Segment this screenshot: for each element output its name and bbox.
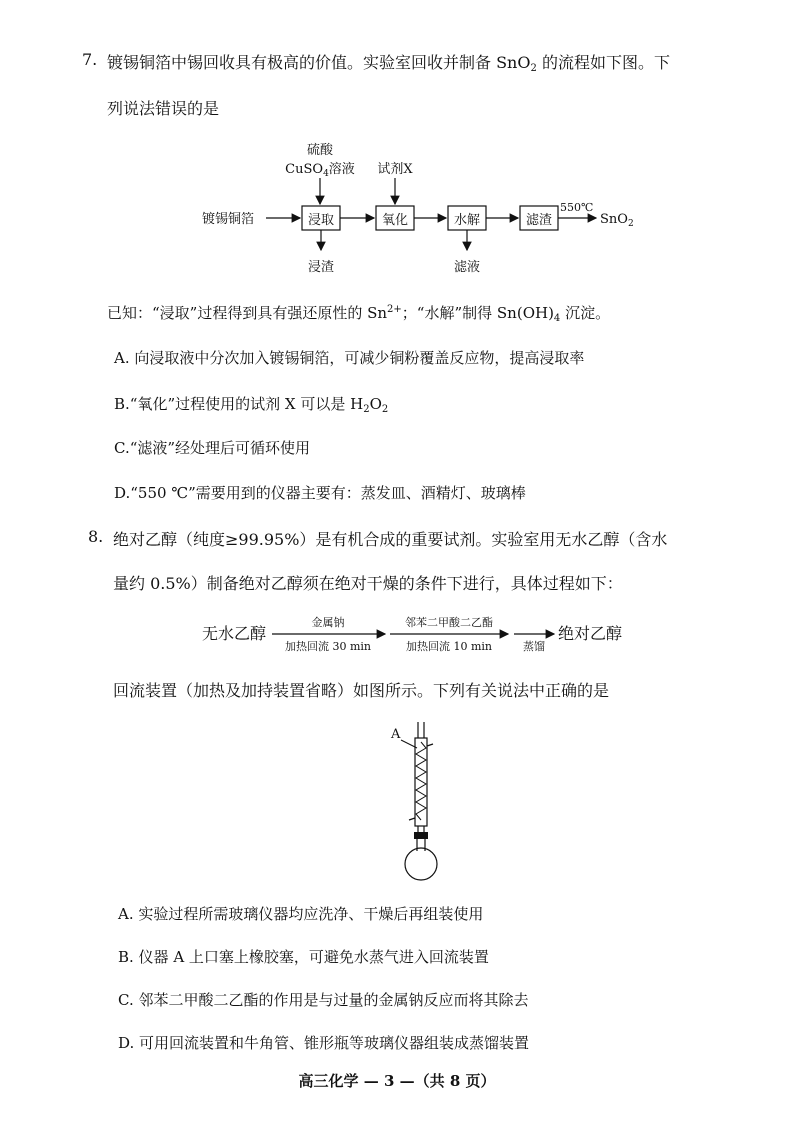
q8-stem-line1: 绝对乙醇（纯度≥99.95%）是有机合成的重要试剂。实验室用无水乙醇（含水	[113, 530, 668, 549]
scheme-arrow3-bottom: 蒸馏	[523, 640, 545, 653]
scheme-arrow1-top: 金属钠	[311, 616, 345, 629]
q7-option-a: A. 向浸取液中分次加入镀锡铜箔，可减少铜粉覆盖反应物，提高浸取率	[114, 349, 585, 367]
flow-condition: 550℃	[560, 201, 594, 214]
q8-option-d: D. 可用回流装置和牛角管、锥形瓶等玻璃仪器组装成蒸馏装置	[118, 1034, 530, 1052]
q7-option-b: B.“氧化”过程使用的试剂 X 可以是 $H_2O_2$	[114, 395, 389, 415]
scheme-start: 无水乙醇	[202, 624, 267, 643]
q7-flow-diagram	[190, 138, 660, 278]
q8-option-c: C. 邻苯二甲酸二乙酯的作用是与过量的金属钠反应而将其除去	[118, 991, 529, 1009]
reflux-apparatus-diagram	[385, 718, 465, 883]
q8-option-b: B. 仪器 A 上口塞上橡胶塞，可避免水蒸气进入回流装置	[118, 948, 489, 966]
q7-stem-line2: 列说法错误的是	[107, 99, 220, 118]
q8-stem-line3: 回流装置（加热及加持装置省略）如图所示。下列有关说法中正确的是	[113, 681, 610, 700]
q7-option-c: C.“滤液”经处理后可循环使用	[114, 439, 311, 457]
flow-byproduct2: 滤液	[453, 260, 481, 275]
q8-reaction-scheme	[200, 608, 660, 658]
flow-product: SnO$_2$	[600, 212, 634, 229]
scheme-end: 绝对乙醇	[558, 624, 623, 643]
flow-reagent2: 试剂X	[377, 162, 413, 177]
apparatus-label-a: A	[391, 727, 401, 742]
q7-known: 已知：“浸取”过程得到具有强还原性的 $Sn^{2+}$；“水解”制得 $Sn(OH)_4$ 沉淀。	[107, 304, 611, 324]
q7-stem-line1: 镀锡铜箔中锡回收具有极高的价值。实验室回收并制备 SnO$_2$ 的流程如下图。下	[107, 53, 670, 74]
flow-reagent1-line1: 硫酸	[306, 143, 334, 158]
q8-stem-line2: 量约 0.5%）制备绝对乙醇须在绝对干燥的条件下进行，具体过程如下：	[113, 574, 623, 593]
page-footer: 高三化学 — 3 —（共 8 页）	[298, 1072, 496, 1090]
q8-number: 8.	[88, 527, 104, 546]
flow-byproduct1: 浸渣	[307, 260, 335, 275]
scheme-arrow1-bottom: 加热回流 30 min	[284, 640, 372, 653]
flow-reagent1-line2: CuSO$_4$溶液	[285, 162, 355, 179]
q7-option-d: D.“550 ℃”需要用到的仪器主要有：蒸发皿、酒精灯、玻璃棒	[114, 484, 526, 502]
flow-step1: 浸取	[307, 213, 335, 228]
scheme-arrow2-bottom: 加热回流 10 min	[405, 640, 493, 653]
flow-step2: 氧化	[381, 213, 409, 228]
scheme-arrow2-top: 邻苯二甲酸二乙酯	[405, 616, 493, 629]
flow-start: 镀锡铜箔	[202, 212, 255, 227]
flow-step3: 水解	[453, 213, 481, 228]
q7-number: 7.	[82, 50, 98, 69]
flow-step4: 滤渣	[525, 213, 553, 228]
q8-option-a: A. 实验过程所需玻璃仪器均应洗净、干燥后再组装使用	[118, 905, 484, 923]
